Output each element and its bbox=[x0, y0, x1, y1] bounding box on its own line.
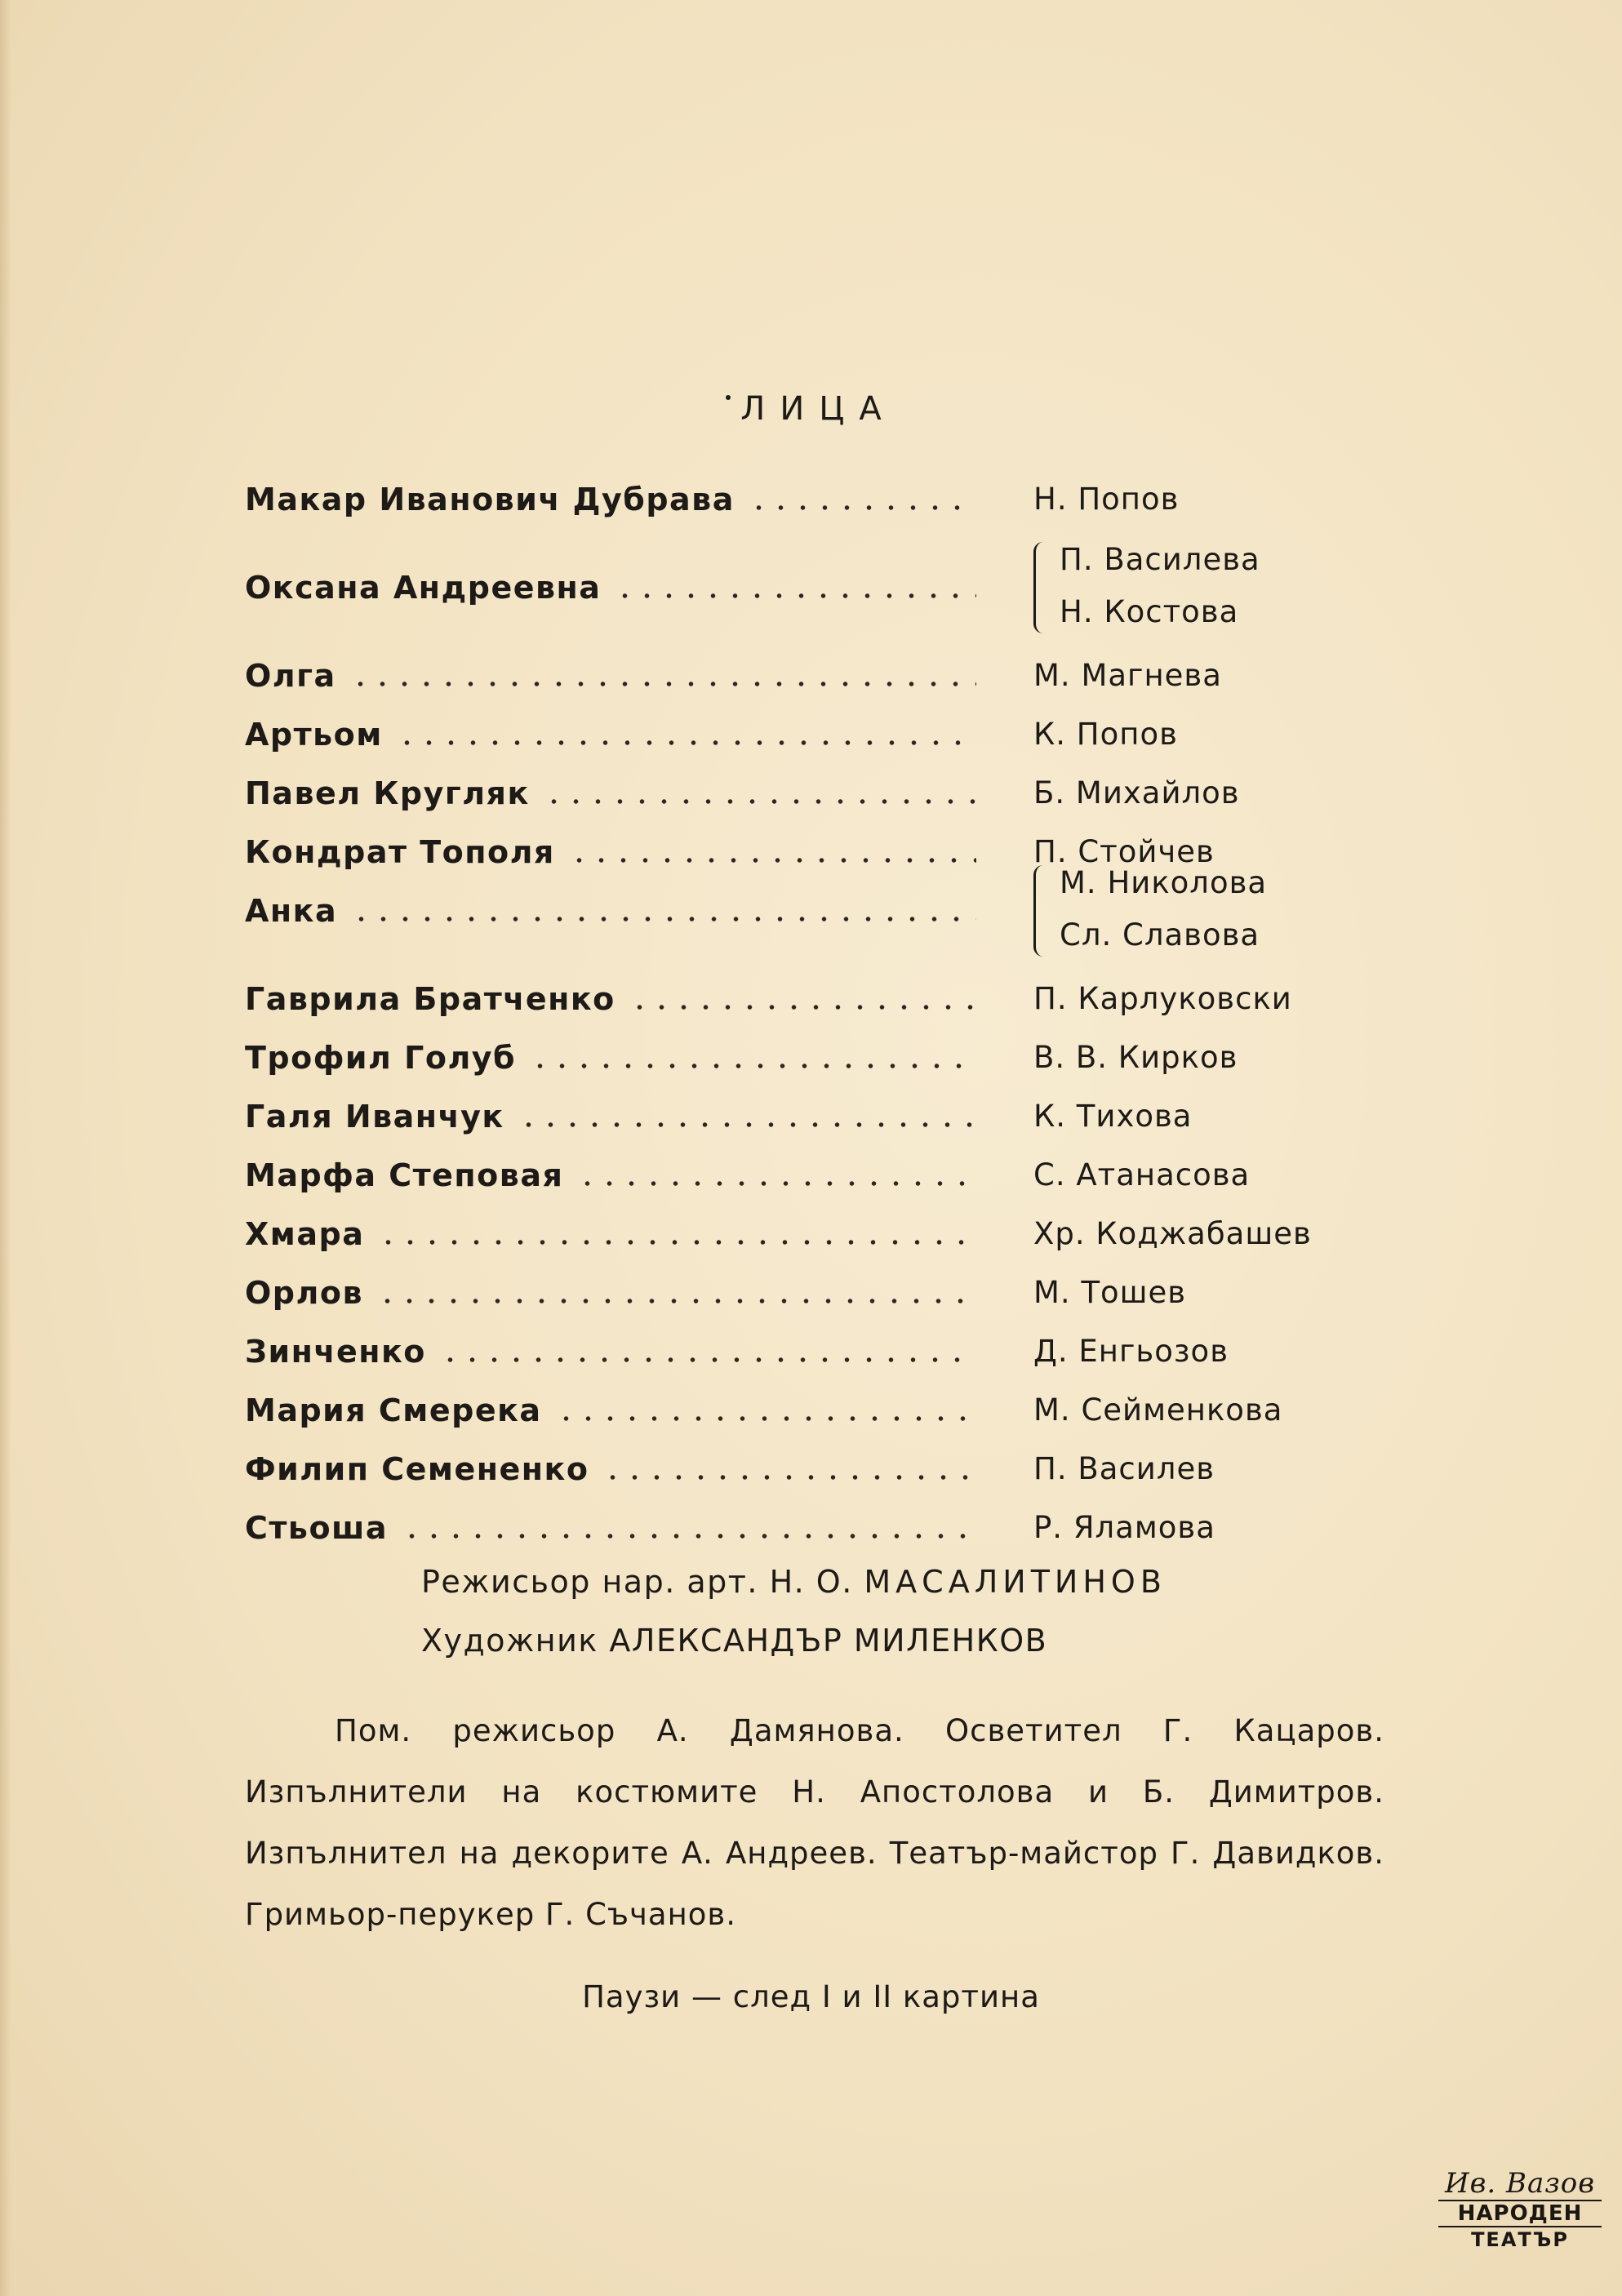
dot-leader bbox=[614, 593, 976, 599]
cast-row bbox=[245, 970, 1306, 1028]
logo-signature: Ив. Вазов bbox=[1444, 2167, 1596, 2200]
role-name: Анка bbox=[245, 893, 338, 929]
brace-icon bbox=[1033, 542, 1047, 633]
role-cell bbox=[245, 1332, 988, 1371]
actor-name: Б. Михайлов bbox=[1033, 775, 1240, 810]
actor-name: В. В. Кирков bbox=[1033, 1040, 1238, 1075]
actor-name: Д. Енгьозов bbox=[1033, 1334, 1229, 1369]
role-name: Филип Семененко bbox=[245, 1451, 589, 1487]
actor-name: Р. Яламова bbox=[1033, 1510, 1215, 1545]
dot-leader bbox=[401, 1533, 976, 1539]
cast-row bbox=[245, 1205, 1312, 1263]
cast-row bbox=[245, 1146, 1306, 1205]
role-cell bbox=[245, 1391, 988, 1430]
page-title bbox=[0, 390, 1622, 428]
cast-list bbox=[245, 470, 1312, 1557]
actor-name: М. Магнева bbox=[1033, 658, 1222, 693]
cast-row bbox=[245, 1087, 1306, 1146]
cast-row bbox=[245, 1440, 1306, 1499]
role-name: Артьом bbox=[245, 717, 383, 753]
actor-name: П. Василев bbox=[1033, 1451, 1215, 1486]
role-name: Трофил Голуб bbox=[245, 1040, 517, 1076]
brace-icon bbox=[1033, 865, 1047, 957]
cast-row bbox=[245, 1028, 1306, 1087]
actor-name: П. Карлуковски bbox=[1033, 981, 1292, 1016]
actor-alternates bbox=[1033, 857, 1376, 965]
actor-name: Н. Костова bbox=[1060, 594, 1239, 629]
role-cell bbox=[245, 656, 988, 695]
role-cell bbox=[245, 979, 988, 1019]
dot-leader bbox=[377, 1239, 976, 1246]
actor-alternates bbox=[1033, 534, 1376, 642]
pauses-note: Паузи — след I и II картина bbox=[582, 1979, 1040, 2014]
cast-row bbox=[245, 852, 1306, 970]
role-cell bbox=[245, 568, 988, 607]
role-name: Мария Смерека bbox=[245, 1392, 542, 1428]
theatre-logo bbox=[1438, 2167, 1602, 2261]
role-name: Макар Иванович Дубрава bbox=[245, 482, 735, 517]
cast-row bbox=[245, 1322, 1306, 1381]
cast-row bbox=[245, 529, 1306, 646]
dot-leader bbox=[376, 1298, 976, 1304]
role-cell bbox=[245, 774, 988, 813]
actor-name: Сл. Славова bbox=[1060, 917, 1260, 953]
role-name: Павел Кругляк bbox=[245, 775, 530, 811]
role-cell bbox=[245, 1156, 988, 1195]
cast-row bbox=[245, 1499, 1306, 1557]
role-name: Стьоша bbox=[245, 1510, 389, 1546]
role-name: Хмара bbox=[245, 1216, 365, 1252]
role-cell bbox=[245, 1038, 988, 1077]
dot-leader bbox=[529, 1063, 976, 1069]
director-prefix: Режисьор нар. арт. Н. О. bbox=[421, 1564, 853, 1600]
dot-leader bbox=[439, 1357, 976, 1363]
actor-name: П. Стойчев bbox=[1033, 834, 1215, 869]
role-name: Орлов bbox=[245, 1275, 363, 1311]
dot-leader bbox=[518, 1121, 976, 1128]
cast-row bbox=[245, 1263, 1306, 1322]
logo-line2: ТЕАТЪР bbox=[1471, 2228, 1569, 2251]
dot-leader bbox=[543, 798, 976, 805]
role-name: Кондрат Тополя bbox=[245, 834, 555, 870]
cast-row bbox=[245, 764, 1306, 823]
actor-name: С. Атанасова bbox=[1033, 1157, 1251, 1192]
dot-leader bbox=[576, 1180, 976, 1187]
dot-leader bbox=[349, 681, 976, 687]
cast-row bbox=[245, 1381, 1306, 1440]
cast-row bbox=[245, 470, 1306, 529]
role-name: Зинченко bbox=[245, 1334, 426, 1370]
role-cell bbox=[245, 480, 988, 519]
ink-dot bbox=[726, 395, 731, 400]
staff-credits: Пом. режисьор А. Дамянова. Осветител Г. Кацаров. Изпълнители на костюмите Н. Апостолова и Б. Димитров. Изпълнител на декорите А. Андреев. Театър-майстор Г. Давидков. Гримьор-перукер Г. Съчанов. bbox=[245, 1713, 1384, 1932]
cast-row bbox=[245, 705, 1306, 764]
actor-name: М. Николова bbox=[1060, 865, 1268, 900]
actor-name: Н. Попов bbox=[1033, 482, 1180, 517]
role-cell bbox=[245, 715, 988, 754]
role-name: Олга bbox=[245, 658, 336, 694]
dot-leader bbox=[350, 916, 976, 922]
role-name: Галя Иванчук bbox=[245, 1099, 504, 1135]
actor-name: П. Василева bbox=[1060, 542, 1260, 577]
heading-text: ЛИЦА bbox=[740, 390, 896, 428]
director-name: МАСАЛИТИНОВ bbox=[864, 1564, 1167, 1600]
actor-name: Хр. Коджабашев bbox=[1033, 1216, 1312, 1251]
role-cell bbox=[245, 1450, 988, 1489]
logo-line1: НАРОДЕН bbox=[1438, 2200, 1602, 2227]
role-cell bbox=[245, 1273, 988, 1312]
designer-credit bbox=[421, 1623, 1047, 1659]
actor-name: М. Сейменкова bbox=[1033, 1392, 1283, 1428]
role-name: Марфа Степовая bbox=[245, 1157, 564, 1193]
actor-name: К. Попов bbox=[1033, 717, 1178, 752]
role-cell bbox=[245, 1508, 988, 1548]
dot-leader bbox=[602, 1474, 976, 1481]
dot-leader bbox=[748, 504, 976, 511]
designer-prefix: Художник bbox=[421, 1623, 598, 1659]
role-name: Оксана Андреевна bbox=[245, 570, 602, 606]
director-credit bbox=[421, 1564, 1167, 1600]
cast-row bbox=[245, 646, 1306, 705]
role-cell bbox=[245, 891, 988, 930]
designer-name: АЛЕКСАНДЪР МИЛЕНКОВ bbox=[609, 1623, 1048, 1659]
dot-leader bbox=[555, 1415, 976, 1422]
role-name: Гаврила Братченко bbox=[245, 981, 615, 1017]
dot-leader bbox=[629, 1004, 976, 1010]
actor-name: М. Тошев bbox=[1033, 1275, 1187, 1310]
role-cell bbox=[245, 1215, 988, 1254]
actor-name: К. Тихова bbox=[1033, 1099, 1193, 1134]
role-cell bbox=[245, 1097, 988, 1136]
dot-leader bbox=[396, 739, 976, 746]
page-edge bbox=[0, 0, 11, 2296]
